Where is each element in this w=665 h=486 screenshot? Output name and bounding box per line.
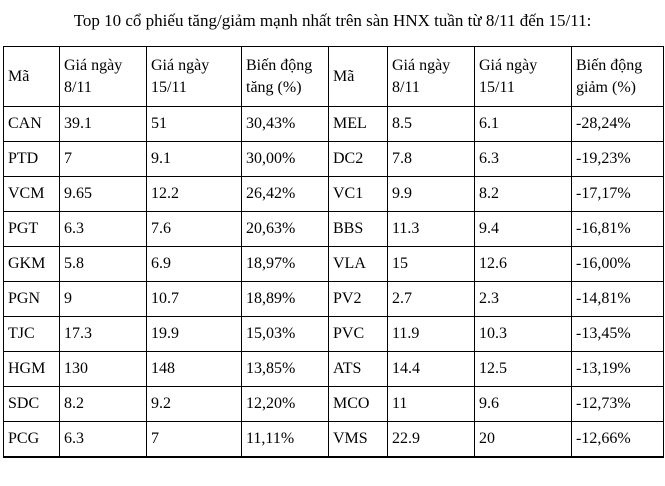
gainer-price-8-11-cell: 39.1: [60, 107, 147, 142]
gainer-code-cell: SDC: [4, 387, 60, 422]
loser-price-15-11-cell: 12.5: [475, 352, 572, 387]
gainer-price-15-11-cell: 148: [147, 352, 242, 387]
header-row: [4, 47, 664, 107]
gainer-price-8-11-cell: 8.2: [60, 387, 147, 422]
loser-change-cell: -16,00%: [572, 247, 664, 282]
loser-price-15-11-cell: 6.1: [475, 107, 572, 142]
loser-code-cell: DC2: [329, 142, 388, 177]
gainer-price-8-11-cell: 7: [60, 142, 147, 177]
gainer-code-cell: PGN: [4, 282, 60, 317]
gainer-code-cell: GKM: [4, 247, 60, 282]
loser-change-cell: -12,66%: [572, 422, 664, 457]
loser-change-cell: -16,81%: [572, 212, 664, 247]
gainer-price-8-11-cell: 6.3: [60, 422, 147, 457]
loser-price-8-11-cell: 11: [388, 387, 475, 422]
stock-table: [3, 46, 664, 458]
loser-price-15-11-cell: 10.3: [475, 317, 572, 352]
gainer-price-8-11-cell: 6.3: [60, 212, 147, 247]
table-row: [4, 317, 664, 352]
gainer-change-cell: 18,97%: [242, 247, 329, 282]
table-row: [4, 387, 664, 422]
header-change-gainers: Biến động tăng (%): [242, 47, 329, 107]
gainer-change-cell: 30,43%: [242, 107, 329, 142]
table-row: [4, 142, 664, 177]
gainer-price-15-11-cell: 12.2: [147, 177, 242, 212]
gainer-change-cell: 12,20%: [242, 387, 329, 422]
header-price-15-11-gainers: Giá ngày 15/11: [147, 47, 242, 107]
loser-change-cell: -12,73%: [572, 387, 664, 422]
gainer-price-8-11-cell: 5.8: [60, 247, 147, 282]
gainer-price-8-11-cell: 9: [60, 282, 147, 317]
loser-code-cell: MEL: [329, 107, 388, 142]
loser-price-15-11-cell: 12.6: [475, 247, 572, 282]
gainer-price-8-11-cell: 130: [60, 352, 147, 387]
loser-change-cell: -28,24%: [572, 107, 664, 142]
loser-price-15-11-cell: 6.3: [475, 142, 572, 177]
gainer-code-cell: TJC: [4, 317, 60, 352]
loser-price-15-11-cell: 9.4: [475, 212, 572, 247]
table-row: [4, 107, 664, 142]
loser-code-cell: PVC: [329, 317, 388, 352]
loser-price-8-11-cell: 22.9: [388, 422, 475, 457]
loser-price-8-11-cell: 7.8: [388, 142, 475, 177]
loser-change-cell: -13,19%: [572, 352, 664, 387]
header-price-15-11-losers: Giá ngày 15/11: [475, 47, 572, 107]
gainer-price-15-11-cell: 6.9: [147, 247, 242, 282]
loser-code-cell: PV2: [329, 282, 388, 317]
header-price-8-11-losers: Giá ngày 8/11: [388, 47, 475, 107]
loser-code-cell: MCO: [329, 387, 388, 422]
gainer-code-cell: VCM: [4, 177, 60, 212]
loser-change-cell: -19,23%: [572, 142, 664, 177]
loser-code-cell: VLA: [329, 247, 388, 282]
loser-price-15-11-cell: 20: [475, 422, 572, 457]
gainer-change-cell: 18,89%: [242, 282, 329, 317]
gainer-price-15-11-cell: 51: [147, 107, 242, 142]
gainer-change-cell: 30,00%: [242, 142, 329, 177]
page-title: Top 10 cổ phiếu tăng/giảm mạnh nhất trên sàn HNX tuần từ 8/11 đến 15/11:: [73, 11, 592, 30]
gainer-price-15-11-cell: 7: [147, 422, 242, 457]
loser-change-cell: -14,81%: [572, 282, 664, 317]
gainer-price-15-11-cell: 9.1: [147, 142, 242, 177]
gainer-change-cell: 26,42%: [242, 177, 329, 212]
page: [0, 9, 665, 458]
loser-change-cell: -17,17%: [572, 177, 664, 212]
gainer-code-cell: PGT: [4, 212, 60, 247]
gainer-price-15-11-cell: 9.2: [147, 387, 242, 422]
loser-price-8-11-cell: 15: [388, 247, 475, 282]
loser-price-15-11-cell: 9.6: [475, 387, 572, 422]
table-row: [4, 212, 664, 247]
header-change-losers: Biến động giảm (%): [572, 47, 664, 107]
gainer-price-8-11-cell: 17.3: [60, 317, 147, 352]
loser-code-cell: VMS: [329, 422, 388, 457]
gainer-code-cell: HGM: [4, 352, 60, 387]
loser-price-8-11-cell: 11.3: [388, 212, 475, 247]
loser-price-8-11-cell: 11.9: [388, 317, 475, 352]
gainer-change-cell: 15,03%: [242, 317, 329, 352]
loser-price-8-11-cell: 9.9: [388, 177, 475, 212]
gainer-code-cell: CAN: [4, 107, 60, 142]
header-price-8-11-gainers: Giá ngày 8/11: [60, 47, 147, 107]
loser-price-8-11-cell: 14.4: [388, 352, 475, 387]
table-row: [4, 422, 664, 457]
gainer-change-cell: 13,85%: [242, 352, 329, 387]
loser-code-cell: VC1: [329, 177, 388, 212]
gainer-code-cell: PCG: [4, 422, 60, 457]
gainer-code-cell: PTD: [4, 142, 60, 177]
table-row: [4, 352, 664, 387]
table-row: [4, 247, 664, 282]
gainer-change-cell: 11,11%: [242, 422, 329, 457]
loser-code-cell: ATS: [329, 352, 388, 387]
loser-change-cell: -13,45%: [572, 317, 664, 352]
gainer-price-8-11-cell: 9.65: [60, 177, 147, 212]
header-code-gainers: Mã: [4, 47, 60, 107]
loser-price-15-11-cell: 8.2: [475, 177, 572, 212]
gainer-price-15-11-cell: 19.9: [147, 317, 242, 352]
gainer-change-cell: 20,63%: [242, 212, 329, 247]
table-row: [4, 282, 664, 317]
gainer-price-15-11-cell: 10.7: [147, 282, 242, 317]
gainer-price-15-11-cell: 7.6: [147, 212, 242, 247]
table-body: [4, 107, 664, 457]
loser-code-cell: BBS: [329, 212, 388, 247]
loser-price-8-11-cell: 2.7: [388, 282, 475, 317]
header-code-losers: Mã: [329, 47, 388, 107]
loser-price-15-11-cell: 2.3: [475, 282, 572, 317]
table-row: [4, 177, 664, 212]
loser-price-8-11-cell: 8.5: [388, 107, 475, 142]
